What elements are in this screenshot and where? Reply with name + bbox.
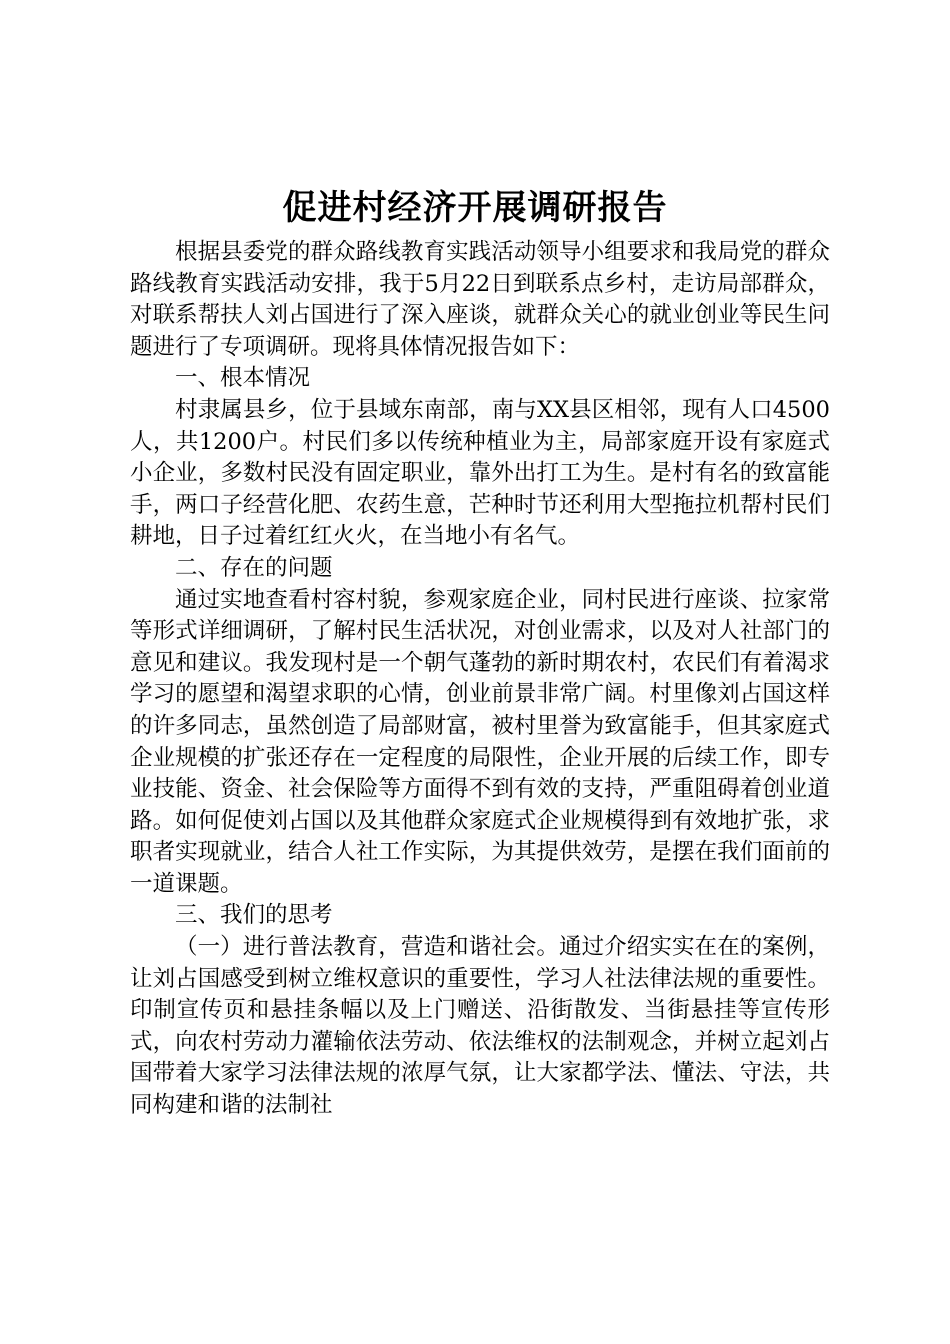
paragraph-problems: 通过实地查看村容村貌，参观家庭企业，同村民进行座谈、拉家常等形式详细调研，了解村民生活状况，对创业需求，以及对人社部门的意见和建议。我发现村是一个朝气蓬勃的新时期农村，农民们有着渴求学习的愿望和渴望求职的心情，创业前景非常广阔。村里像刘占国这样的许多同志，虽然创造了局部财富，被村里誉为致富能手，但其家庭式企业规模的扩张还存在一定程度的局限性，企业开展的后续工作，即专业技能、资金、社会保险等方面得不到有效的支持，严重阻碍着创业道路。如何促使刘占国以及其他群众家庭式企业规模得到有效地扩张，求职者实现就业，结合人社工作实际，为其提供效劳，是摆在我们面前的一道课题。 [130,586,830,897]
document-title: 促进村经济开展调研报告 [282,188,668,228]
section-heading-basic-situation: 一、根本情况 [175,365,311,392]
section-heading-thoughts: 三、我们的思考 [175,902,333,929]
section-heading-problems: 二、存在的问题 [175,554,333,581]
paragraph-legal-education: （一）进行普法教育，营造和谐社会。通过介绍实实在在的案例，让刘占国感受到树立维权意识的重要性，学习人社法律法规的重要性。印制宣传页和悬挂条幅以及上门赠送、沿街散发、当街悬挂等宣传形式，向农村劳动力灌输依法劳动、依法维权的法制观念，并树立起刘占国带着大家学习法律法规的浓厚气氛，让大家都学法、懂法、守法，共同构建和谐的法制社 [130,934,830,1119]
paragraph-basic-situation: 村隶属县乡，位于县域东南部，南与XX县区相邻，现有人口4500人，共1200户。村民们多以传统种植业为主，局部家庭开设有家庭式小企业，多数村民没有固定职业，靠外出打工为生。是村有名的致富能手，两口子经营化肥、农药生意，芒种时节还利用大型拖拉机帮村民们耕地，日子过着红红火火，在当地小有名气。 [130,396,830,550]
document-body [130,237,830,1122]
paragraph-intro: 根据县委党的群众路线教育实践活动领导小组要求和我局党的群众路线教育实践活动安排，我于5月22日到联系点乡村，走访局部群众，对联系帮扶人刘占国进行了深入座谈，就群众关心的就业创业等民生问题进行了专项调研。现将具体情况报告如下： [130,239,830,360]
